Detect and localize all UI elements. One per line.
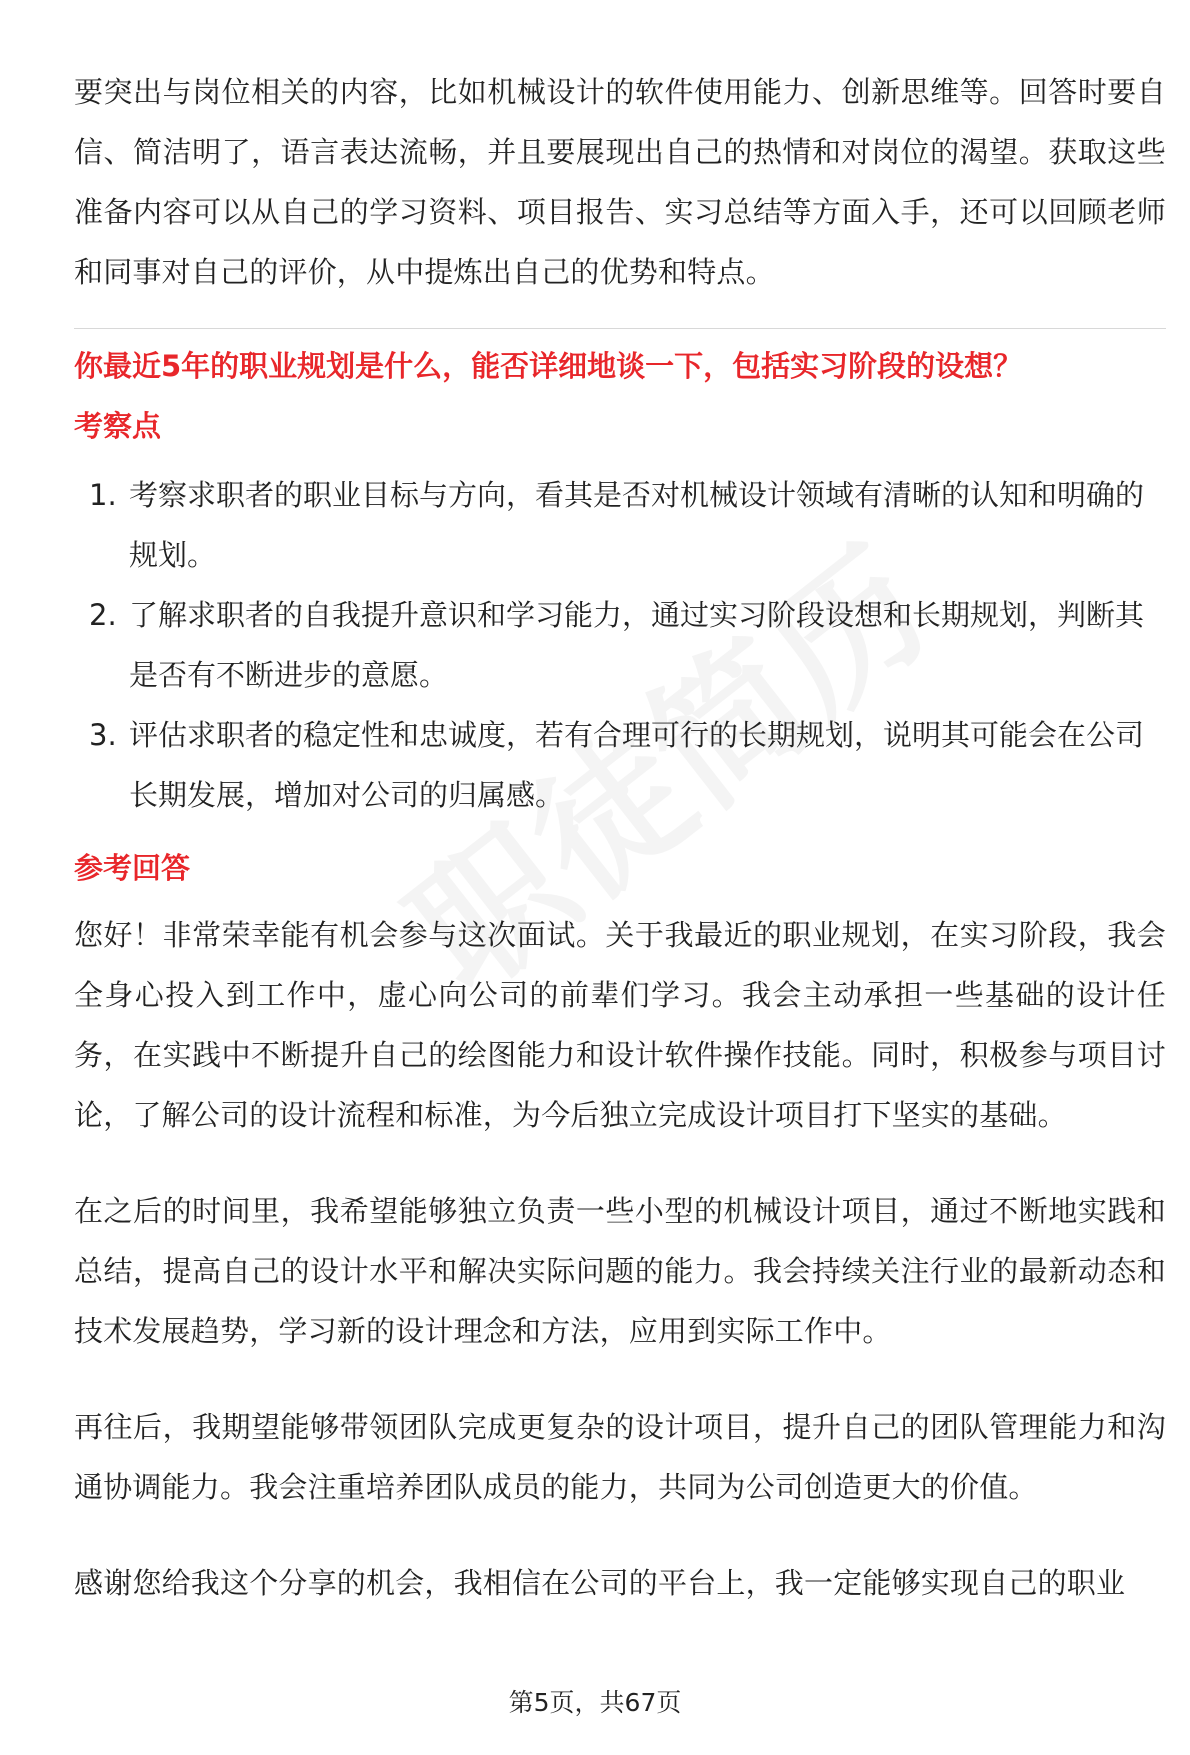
list-item — [74, 465, 1166, 585]
list-item-number: 2. — [89, 598, 117, 632]
section-divider — [74, 328, 1166, 329]
points-list — [74, 465, 1166, 825]
page-number-footer: 第5页，共67页 — [508, 1688, 682, 1717]
list-item — [74, 585, 1166, 705]
answer-body — [74, 905, 1166, 1613]
list-item — [74, 705, 1166, 825]
list-item-text: 评估求职者的稳定性和忠诚度，若有合理可行的长期规划，说明其可能会在公司长期发展，增加对公司的归属感。 — [129, 718, 1145, 812]
page-content — [74, 62, 1166, 1613]
question-title: 你最近5年的职业规划是什么，能否详细地谈一下，包括实习阶段的设想？ — [74, 349, 1023, 383]
list-item-number: 3. — [89, 718, 117, 752]
answer-paragraph: 再往后，我期望能够带领团队完成更复杂的设计项目，提升自己的团队管理能力和沟通协调能力。我会注重培养团队成员的能力，共同为公司创造更大的价值。 — [74, 1410, 1166, 1504]
list-item-number: 1. — [89, 478, 117, 512]
answer-paragraph: 感谢您给我这个分享的机会，我相信在公司的平台上，我一定能够实现自己的职业 — [74, 1566, 1126, 1600]
list-item-text: 了解求职者的自我提升意识和学习能力，通过实习阶段设想和长期规划，判断其是否有不断进步的意愿。 — [129, 598, 1145, 692]
points-heading: 考察点 — [74, 409, 162, 443]
intro-paragraph: 要突出与岗位相关的内容，比如机械设计的软件使用能力、创新思维等。回答时要自信、简洁明了，语言表达流畅，并且要展现出自己的热情和对岗位的渴望。获取这些准备内容可以从自己的学习资料、项目报告、实习总结等方面入手，还可以回顾老师和同事对自己的评价，从中提炼出自己的优势和特点。 — [74, 75, 1166, 289]
list-item-text: 考察求职者的职业目标与方向，看其是否对机械设计领域有清晰的认知和明确的规划。 — [129, 478, 1145, 572]
answer-heading: 参考回答 — [74, 851, 191, 885]
answer-paragraph: 您好！非常荣幸能有机会参与这次面试。关于我最近的职业规划，在实习阶段，我会全身心投入到工作中，虚心向公司的前辈们学习。我会主动承担一些基础的设计任务，在实践中不断提升自己的绘图能力和设计软件操作技能。同时，积极参与项目讨论，了解公司的设计流程和标准，为今后独立完成设计项目打下坚实的基础。 — [74, 918, 1166, 1132]
answer-paragraph: 在之后的时间里，我希望能够独立负责一些小型的机械设计项目，通过不断地实践和总结，提高自己的设计水平和解决实际问题的能力。我会持续关注行业的最新动态和技术发展趋势，学习新的设计理念和方法，应用到实际工作中。 — [74, 1194, 1166, 1348]
